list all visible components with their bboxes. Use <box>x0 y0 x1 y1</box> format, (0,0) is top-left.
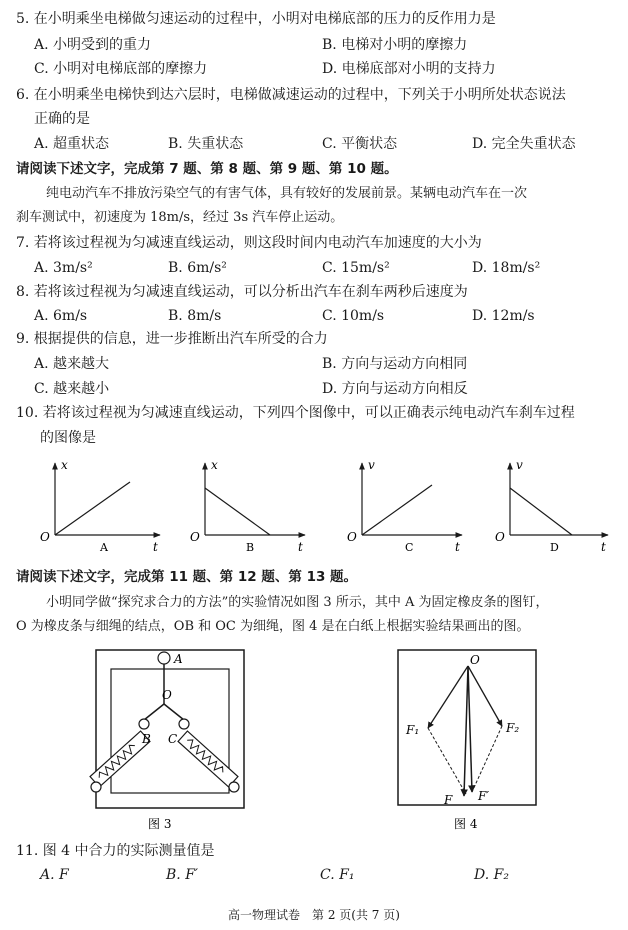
fig4-arrow-f1 <box>428 666 468 728</box>
section2-text-line1: 小明同学做“探究求合力的方法”的实验情况如图 3 所示，其中 A 为固定橡皮条的图钉， <box>46 595 549 610</box>
graph-c-line <box>362 485 432 535</box>
fig4-arrow-f <box>464 666 468 796</box>
q8-option-d: D. 12m/s <box>472 308 535 324</box>
fig4-dashed-right <box>472 726 502 792</box>
section2-heading: 请阅读下述文字，完成第 11 题、第 12 题、第 13 题。 <box>16 569 358 585</box>
q5-option-a: A. 小明受到的重力 <box>34 37 152 53</box>
q9-option-c: C. 越来越小 <box>34 381 110 397</box>
graph-c-xlabel: t <box>455 540 460 554</box>
graph-a-origin: O <box>40 530 50 544</box>
section1-text-line1: 纯电动汽车不排放污染空气的有害气体，具有较好的发展前景。某辆电动汽车在一次 <box>46 186 528 201</box>
fig4-label-o: O <box>470 653 480 667</box>
fig4-arrow-fprime <box>468 666 472 792</box>
fig3-spring-scale-left <box>90 731 150 787</box>
graph-a <box>40 458 160 554</box>
fig4-label-f: F <box>444 793 453 807</box>
figure-3 <box>86 644 256 834</box>
q9-option-d: D. 方向与运动方向相反 <box>322 381 468 397</box>
graph-c-ylabel: v <box>368 458 375 472</box>
graph-b-origin: O <box>190 530 200 544</box>
fig3-hook-b <box>139 719 149 729</box>
graph-a-line <box>55 482 130 535</box>
fig3-hook-c <box>179 719 189 729</box>
figure-4 <box>392 644 542 834</box>
q8-option-c: C. 10m/s <box>322 308 385 324</box>
fig3-pin-a <box>158 652 170 664</box>
fig4-caption: 图 4 <box>454 817 478 831</box>
q9-option-a: A. 越来越大 <box>34 356 110 372</box>
q6-option-b: B. 失重状态 <box>168 136 244 152</box>
fig3-ring-left <box>91 782 101 792</box>
fig3-label-o: O <box>162 688 172 702</box>
graph-a-ylabel: x <box>61 458 68 472</box>
graph-b-label: B <box>246 541 255 554</box>
q6-option-a: A. 超重状态 <box>34 136 110 152</box>
graph-d-line <box>510 488 572 535</box>
q9-option-b: B. 方向与运动方向相同 <box>322 356 468 372</box>
q11-option-b: B. F′ <box>166 867 199 883</box>
q11-option-c: C. F₁ <box>320 867 355 883</box>
page-footer: 高一物理试卷 第 2 页(共 7 页) <box>228 908 400 922</box>
q9-stem: 9. 根据提供的信息，进一步推断出汽车所受的合力 <box>16 331 328 347</box>
fig3-string-oc <box>164 704 184 720</box>
graph-c <box>347 458 462 554</box>
graph-a-xlabel: t <box>153 540 158 554</box>
fig4-dashed-left <box>428 728 466 794</box>
q8-option-b: B. 8m/s <box>168 308 222 324</box>
fig3-board-outer <box>96 650 244 808</box>
fig4-label-f1: F₁ <box>406 723 420 737</box>
q11-option-a: A. F <box>40 867 69 883</box>
q11-option-d: D. F₂ <box>474 867 509 883</box>
q7-option-d: D. 18m/s² <box>472 260 541 276</box>
q5-option-d: D. 电梯底部对小明的支持力 <box>322 61 496 77</box>
q7-option-b: B. 6m/s² <box>168 260 227 276</box>
section1-text-line2: 刹车测试中，初速度为 18m/s，经过 3s 汽车停止运动。 <box>16 210 344 225</box>
graph-d-label: D <box>550 541 559 554</box>
q11-stem: 11. 图 4 中合力的实际测量值是 <box>16 843 215 859</box>
graph-b-xlabel: t <box>298 540 303 554</box>
graph-c-origin: O <box>347 530 357 544</box>
q6-stem-line2: 正确的是 <box>34 111 90 127</box>
fig3-ring-right <box>229 782 239 792</box>
section1-heading: 请阅读下述文字，完成第 7 题、第 8 题、第 9 题、第 10 题。 <box>16 161 398 177</box>
q6-stem-line1: 6. 在小明乘坐电梯快到达六层时，电梯做减速运动的过程中，下列关于小明所处状态说法 <box>16 87 566 103</box>
fig3-label-a: A <box>174 652 183 666</box>
graph-b-line <box>205 488 270 535</box>
q7-option-c: C. 15m/s² <box>322 260 390 276</box>
graph-d-origin: O <box>495 530 505 544</box>
q10-graphs <box>0 455 628 555</box>
fig3-label-b: B <box>142 732 151 746</box>
graph-d-xlabel: t <box>601 540 606 554</box>
q10-stem-line2: 的图像是 <box>40 430 96 446</box>
q5-stem: 5. 在小明乘坐电梯做匀速运动的过程中，小明对电梯底部的压力的反作用力是 <box>16 11 496 27</box>
fig3-caption: 图 3 <box>148 817 172 831</box>
q10-stem-line1: 10. 若将该过程视为匀减速直线运动，下列四个图像中，可以正确表示纯电动汽车刹车过程 <box>16 405 575 421</box>
q7-stem: 7. 若将该过程视为匀减速直线运动，则这段时间内电动汽车加速度的大小为 <box>16 235 482 251</box>
q6-option-c: C. 平衡状态 <box>322 136 398 152</box>
fig4-arrow-f2 <box>468 666 502 726</box>
graph-d-ylabel: v <box>516 458 523 472</box>
graph-c-label: C <box>405 541 414 554</box>
q8-stem: 8. 若将该过程视为匀减速直线运动，可以分析出汽车在刹车两秒后速度为 <box>16 284 468 300</box>
fig3-string-ob <box>144 704 164 720</box>
fig4-label-f2: F₂ <box>506 721 520 735</box>
graph-a-label: A <box>100 541 108 554</box>
section2-text-line2: O 为橡皮条与细绳的结点，OB 和 OC 为细绳，图 4 是在白纸上根据实验结果画出的图。 <box>16 619 530 634</box>
graph-b <box>190 458 305 554</box>
q6-option-d: D. 完全失重状态 <box>472 136 576 152</box>
graph-d <box>495 458 608 554</box>
fig3-label-c: C <box>168 732 178 746</box>
q8-option-a: A. 6m/s <box>34 308 88 324</box>
q5-option-c: C. 小明对电梯底部的摩擦力 <box>34 61 208 77</box>
q5-option-b: B. 电梯对小明的摩擦力 <box>322 37 468 53</box>
fig4-label-fprime: F′ <box>478 789 490 803</box>
graph-b-ylabel: x <box>211 458 218 472</box>
q7-option-a: A. 3m/s² <box>34 260 93 276</box>
